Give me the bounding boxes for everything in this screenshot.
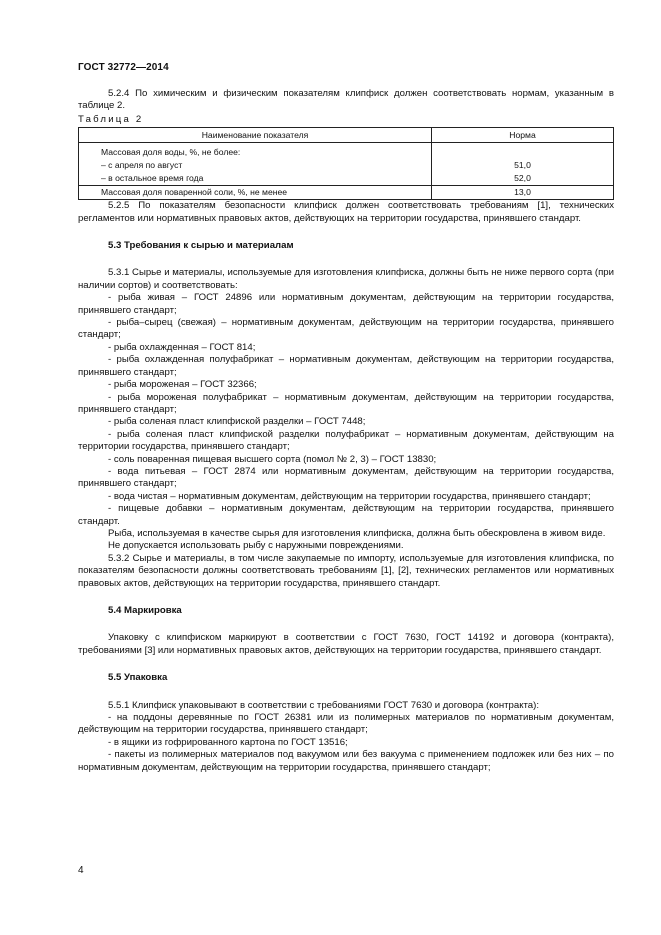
list-item: - рыба мороженая – ГОСТ 32366; (108, 379, 257, 391)
list-item: - рыба–сырец (свежая) – нормативным документам, действующим на территории государства, принявшего стандарт; (78, 317, 614, 341)
table-row (79, 186, 614, 200)
table-2 (78, 127, 614, 200)
table-cell-norm: 13,0 (432, 186, 614, 200)
section-heading-5-3: 5.3 Требования к сырью и материалам (108, 240, 294, 252)
table-cell-indicator: Массовая доля поваренной соли, %, не менее (79, 186, 432, 200)
table-cell-indicator: – с апреля по август (79, 159, 432, 172)
section-heading-5-5: 5.5 Упаковка (108, 672, 168, 684)
table-row (79, 143, 614, 160)
list-item: - пищевые добавки – нормативным документам, действующим на территории государства, принявшего стандарт. (78, 503, 614, 527)
paragraph-5-3-2: 5.3.2 Сырье и материалы, в том числе закупаемые по импорту, используемые для изготовления клипфиска, по показателям безопасности должны соответствовать требованиям [1], [2], технических регламентов или нормативных правовых актов, действующих на территории государства, принявшего стандарт. (78, 552, 614, 589)
list-item: - пакеты из полимерных материалов под вакуумом или без вакуума с применением подложек или без них – по нормативным документам, действующим на территории государства, принявшего стандарт; (78, 749, 614, 773)
paragraph-5-2-4: 5.2.4 По химическим и физическим показателям клипфиск должен соответствовать нормам, указанным в таблице 2. (78, 88, 614, 112)
table-cell-norm: 51,0 (432, 159, 614, 172)
table-cell-norm: 52,0 (432, 172, 614, 186)
list-item: - рыба соленая пласт клипфиской разделки – ГОСТ 7448; (108, 416, 366, 428)
paragraph: Упаковку с клипфиском маркируют в соответствии с ГОСТ 7630, ГОСТ 14192 и договора (контракта), требованиями [3] или нормативных правовых актов, действующих на территории государства, принявшего стандарт. (78, 632, 614, 656)
table-row (79, 159, 614, 172)
list-item: - рыба мороженая полуфабрикат – нормативным документам, действующим на территории государства, принявшего стандарт; (78, 391, 614, 415)
list-item: - на поддоны деревянные по ГОСТ 26381 или из полимерных материалов по нормативным документам, действующим на территории государства, принявшего стандарт; (78, 712, 614, 736)
list-item: - вода питьевая – ГОСТ 2874 или нормативным документам, действующим на территории государства, принявшего стандарт; (78, 465, 614, 490)
standard-designation: ГОСТ 32772—2014 (78, 62, 169, 73)
table-caption: Таблица 2 (78, 113, 144, 125)
table-cell-indicator: Массовая доля воды, %, не более: (79, 143, 432, 160)
list-item: - рыба охлажденная – ГОСТ 814; (108, 341, 256, 353)
table-header-norm: Норма (432, 128, 614, 143)
paragraph-5-2-5: 5.2.5 По показателям безопасности клипфиск должен соответствовать требованиям [1], технических регламентов или нормативных правовых актов, действующих на территории государства, принявшего стандарт. (78, 200, 614, 224)
table-header-row (79, 128, 614, 143)
table-cell-norm (432, 143, 614, 160)
page-number: 4 (78, 865, 84, 876)
paragraph: 5.3.1 Сырье и материалы, используемые для изготовления клипфиска, должны быть не ниже первого сорта (при наличии сортов) и соответствовать: (78, 267, 614, 291)
section-heading-5-4: 5.4 Маркировка (108, 605, 182, 616)
list-item: - соль поваренная пищевая высшего сорта (помол № 2, 3) – ГОСТ 13830; (108, 453, 437, 465)
table-header-indicator: Наименование показателя (79, 128, 432, 143)
list-item: - рыба живая – ГОСТ 24896 или нормативным документам, действующим на территории государства, принявшего стандарт; (78, 292, 614, 316)
document-body (78, 88, 614, 774)
list-item: - в ящики из гофрированного картона по ГОСТ 13516; (108, 736, 348, 748)
paragraph: Рыба, используемая в качестве сырья для изготовления клипфиска, должна быть обескровлена в живом виде. (108, 527, 606, 539)
table-row (79, 172, 614, 186)
list-item: - рыба соленая пласт клипфиской разделки полуфабрикат – нормативным документам, действующим на территории государства, принявшего стандарт; (78, 428, 614, 453)
list-item: - вода чистая – нормативным документам, действующим на территории государства, принявшего стандарт; (108, 490, 591, 502)
table-cell-indicator: – в остальное время года (79, 172, 432, 186)
list-item: - рыба охлажденная полуфабрикат – нормативным документам, действующим на территории государства, принявшего стандарт; (78, 354, 614, 378)
paragraph-5-5-1: 5.5.1 Клипфиск упаковывают в соответствии с требованиями ГОСТ 7630 и договора (контракта): (108, 699, 540, 711)
paragraph: Не допускается использовать рыбу с наружными повреждениями. (108, 540, 404, 552)
